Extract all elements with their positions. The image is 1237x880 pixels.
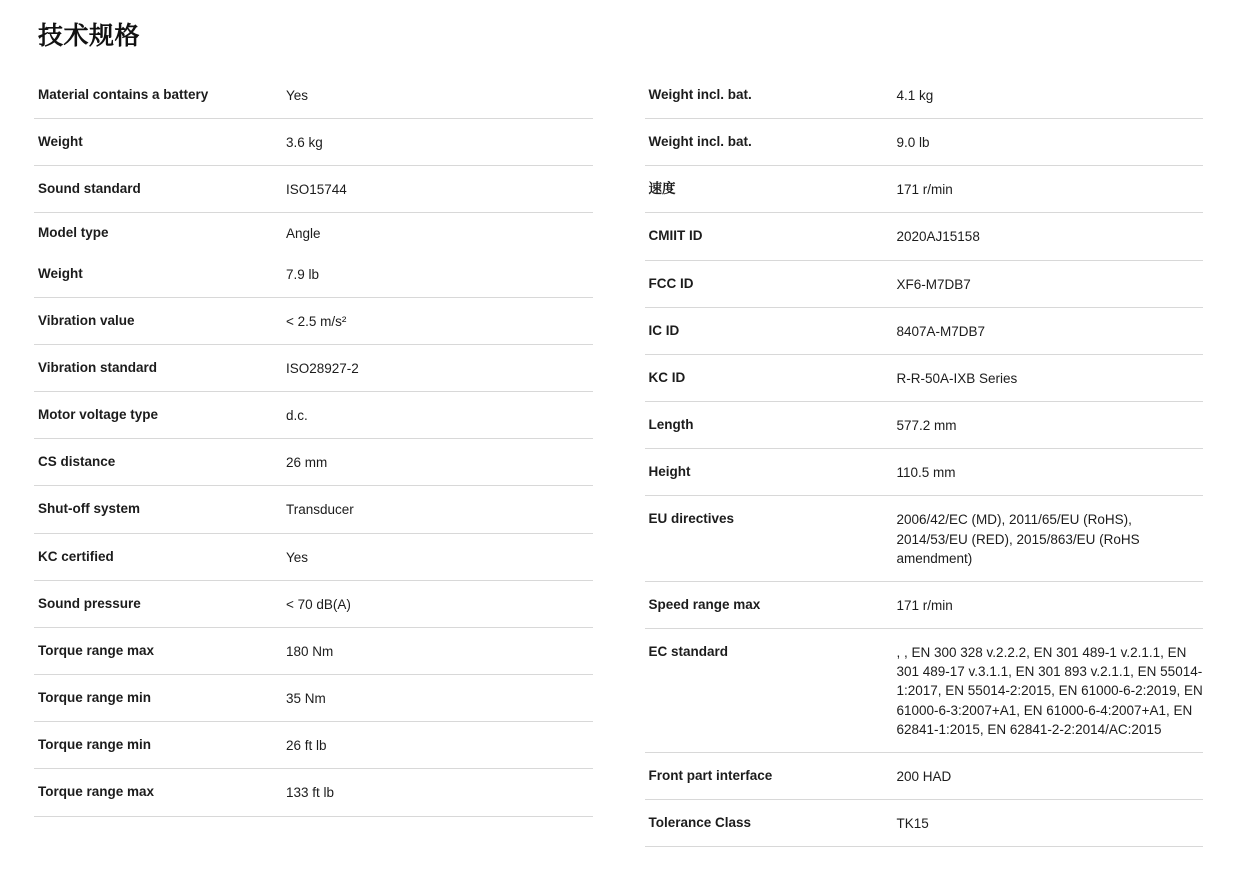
spec-label: Speed range max: [648, 596, 761, 612]
spec-label: EC standard: [648, 644, 729, 660]
spec-row: [34, 72, 593, 119]
spec-row: [645, 166, 1204, 213]
spec-label: Vibration value: [38, 312, 135, 328]
spec-row: [34, 769, 593, 816]
spec-columns: [34, 72, 1203, 847]
spec-value: 110.5 mm: [896, 465, 956, 481]
tech-spec-page: [0, 16, 1237, 880]
spec-label: Model type: [38, 225, 109, 241]
spec-value: 8407A-M7DB7: [896, 323, 986, 339]
spec-value: 171 r/min: [896, 597, 953, 613]
spec-value: ISO28927-2: [286, 360, 359, 376]
spec-label: 速度: [648, 181, 676, 197]
spec-label: Front part interface: [648, 767, 773, 783]
spec-label: CMIIT ID: [648, 228, 703, 244]
spec-value: 3.6 kg: [286, 135, 323, 151]
spec-label: Torque range min: [38, 737, 152, 753]
spec-row: [34, 722, 593, 769]
spec-row: [645, 582, 1204, 629]
spec-row: [34, 166, 593, 213]
spec-label: EU directives: [648, 511, 735, 527]
spec-label: Sound standard: [38, 181, 141, 197]
spec-label: Length: [648, 417, 694, 433]
spec-row: [34, 439, 593, 486]
spec-label: Vibration standard: [38, 359, 158, 375]
spec-value: 26 mm: [286, 455, 328, 471]
spec-row: [645, 449, 1204, 496]
spec-row: [34, 628, 593, 675]
spec-value: 35 Nm: [286, 691, 326, 707]
spec-label: Torque range max: [38, 784, 155, 800]
spec-label: IC ID: [648, 322, 680, 338]
spec-value: Yes: [286, 88, 309, 103]
spec-label: Height: [648, 464, 691, 480]
spec-value: 577.2 mm: [896, 418, 957, 434]
spec-row: [645, 402, 1204, 449]
spec-label: Material contains a battery: [38, 87, 209, 102]
spec-value: 180 Nm: [286, 643, 334, 659]
spec-label: CS distance: [38, 454, 116, 470]
spec-label: KC ID: [648, 369, 686, 385]
spec-row: [645, 800, 1204, 847]
spec-value: 2020AJ15158: [896, 229, 980, 245]
spec-value: 7.9 lb: [286, 266, 320, 282]
spec-value: TK15: [896, 815, 929, 831]
spec-label: Torque range min: [38, 690, 152, 706]
spec-column-right: [645, 72, 1204, 847]
spec-row: [34, 534, 593, 581]
spec-row: [34, 213, 593, 253]
spec-row: [34, 581, 593, 628]
spec-label: Weight: [38, 134, 83, 150]
spec-row: [645, 753, 1204, 800]
spec-row: [645, 355, 1204, 402]
spec-value: 9.0 lb: [896, 135, 930, 151]
spec-value: , , EN 300 328 v.2.2.2, EN 301 489-1 v.2.1.1, EN 301 489-17 v.3.1.1, EN 301 893 v.2.1.1, EN 55014-1:2017, EN 55014-2:2015, EN 61000-6-2:2019, EN 61000-6-3:2007+A1, EN 61000-6-4:2007+A1, EN 62841-1:2015, EN 62841-2-2:2014/AC:2015: [896, 645, 1203, 737]
spec-label: Weight incl. bat.: [648, 87, 752, 102]
spec-row: [34, 675, 593, 722]
spec-value: < 70 dB(A): [286, 596, 351, 612]
spec-column-left: [34, 72, 593, 817]
spec-value: ISO15744: [286, 182, 347, 198]
spec-row: [645, 261, 1204, 308]
spec-row: [645, 496, 1204, 581]
spec-label: Weight incl. bat.: [648, 134, 752, 150]
spec-label: Sound pressure: [38, 595, 141, 611]
spec-row: [34, 254, 593, 298]
spec-row: [645, 213, 1204, 260]
spec-label: Tolerance Class: [648, 814, 752, 830]
spec-row: [34, 486, 593, 533]
spec-row: [645, 119, 1204, 166]
spec-value: d.c.: [286, 408, 308, 424]
spec-label: Torque range max: [38, 642, 155, 658]
spec-value: 2006/42/EC (MD), 2011/65/EU (RoHS), 2014/53/EU (RED), 2015/863/EU (RoHS amendment): [896, 512, 1140, 566]
spec-row: [34, 119, 593, 166]
spec-value: 26 ft lb: [286, 738, 327, 754]
spec-value: 200 HAD: [896, 768, 952, 784]
spec-value: 133 ft lb: [286, 785, 335, 801]
spec-label: KC certified: [38, 548, 114, 564]
spec-value: Angle: [286, 226, 321, 242]
spec-value: 171 r/min: [896, 182, 953, 198]
spec-label: FCC ID: [648, 275, 694, 291]
spec-value: Transducer: [286, 502, 354, 518]
spec-row: [645, 629, 1204, 753]
spec-label: Motor voltage type: [38, 407, 159, 423]
spec-value: 4.1 kg: [896, 88, 934, 103]
spec-row: [645, 72, 1204, 119]
spec-value: Yes: [286, 549, 309, 565]
spec-row: [645, 308, 1204, 355]
spec-value: < 2.5 m/s²: [286, 313, 347, 329]
spec-value: XF6-M7DB7: [896, 276, 971, 292]
spec-row: [34, 345, 593, 392]
page-title: 技术规格: [38, 22, 141, 50]
spec-value: R-R-50A-IXB Series: [896, 370, 1018, 386]
spec-label: Weight: [38, 265, 83, 281]
spec-row: [34, 298, 593, 345]
spec-label: Shut-off system: [38, 501, 141, 517]
spec-row: [34, 392, 593, 439]
